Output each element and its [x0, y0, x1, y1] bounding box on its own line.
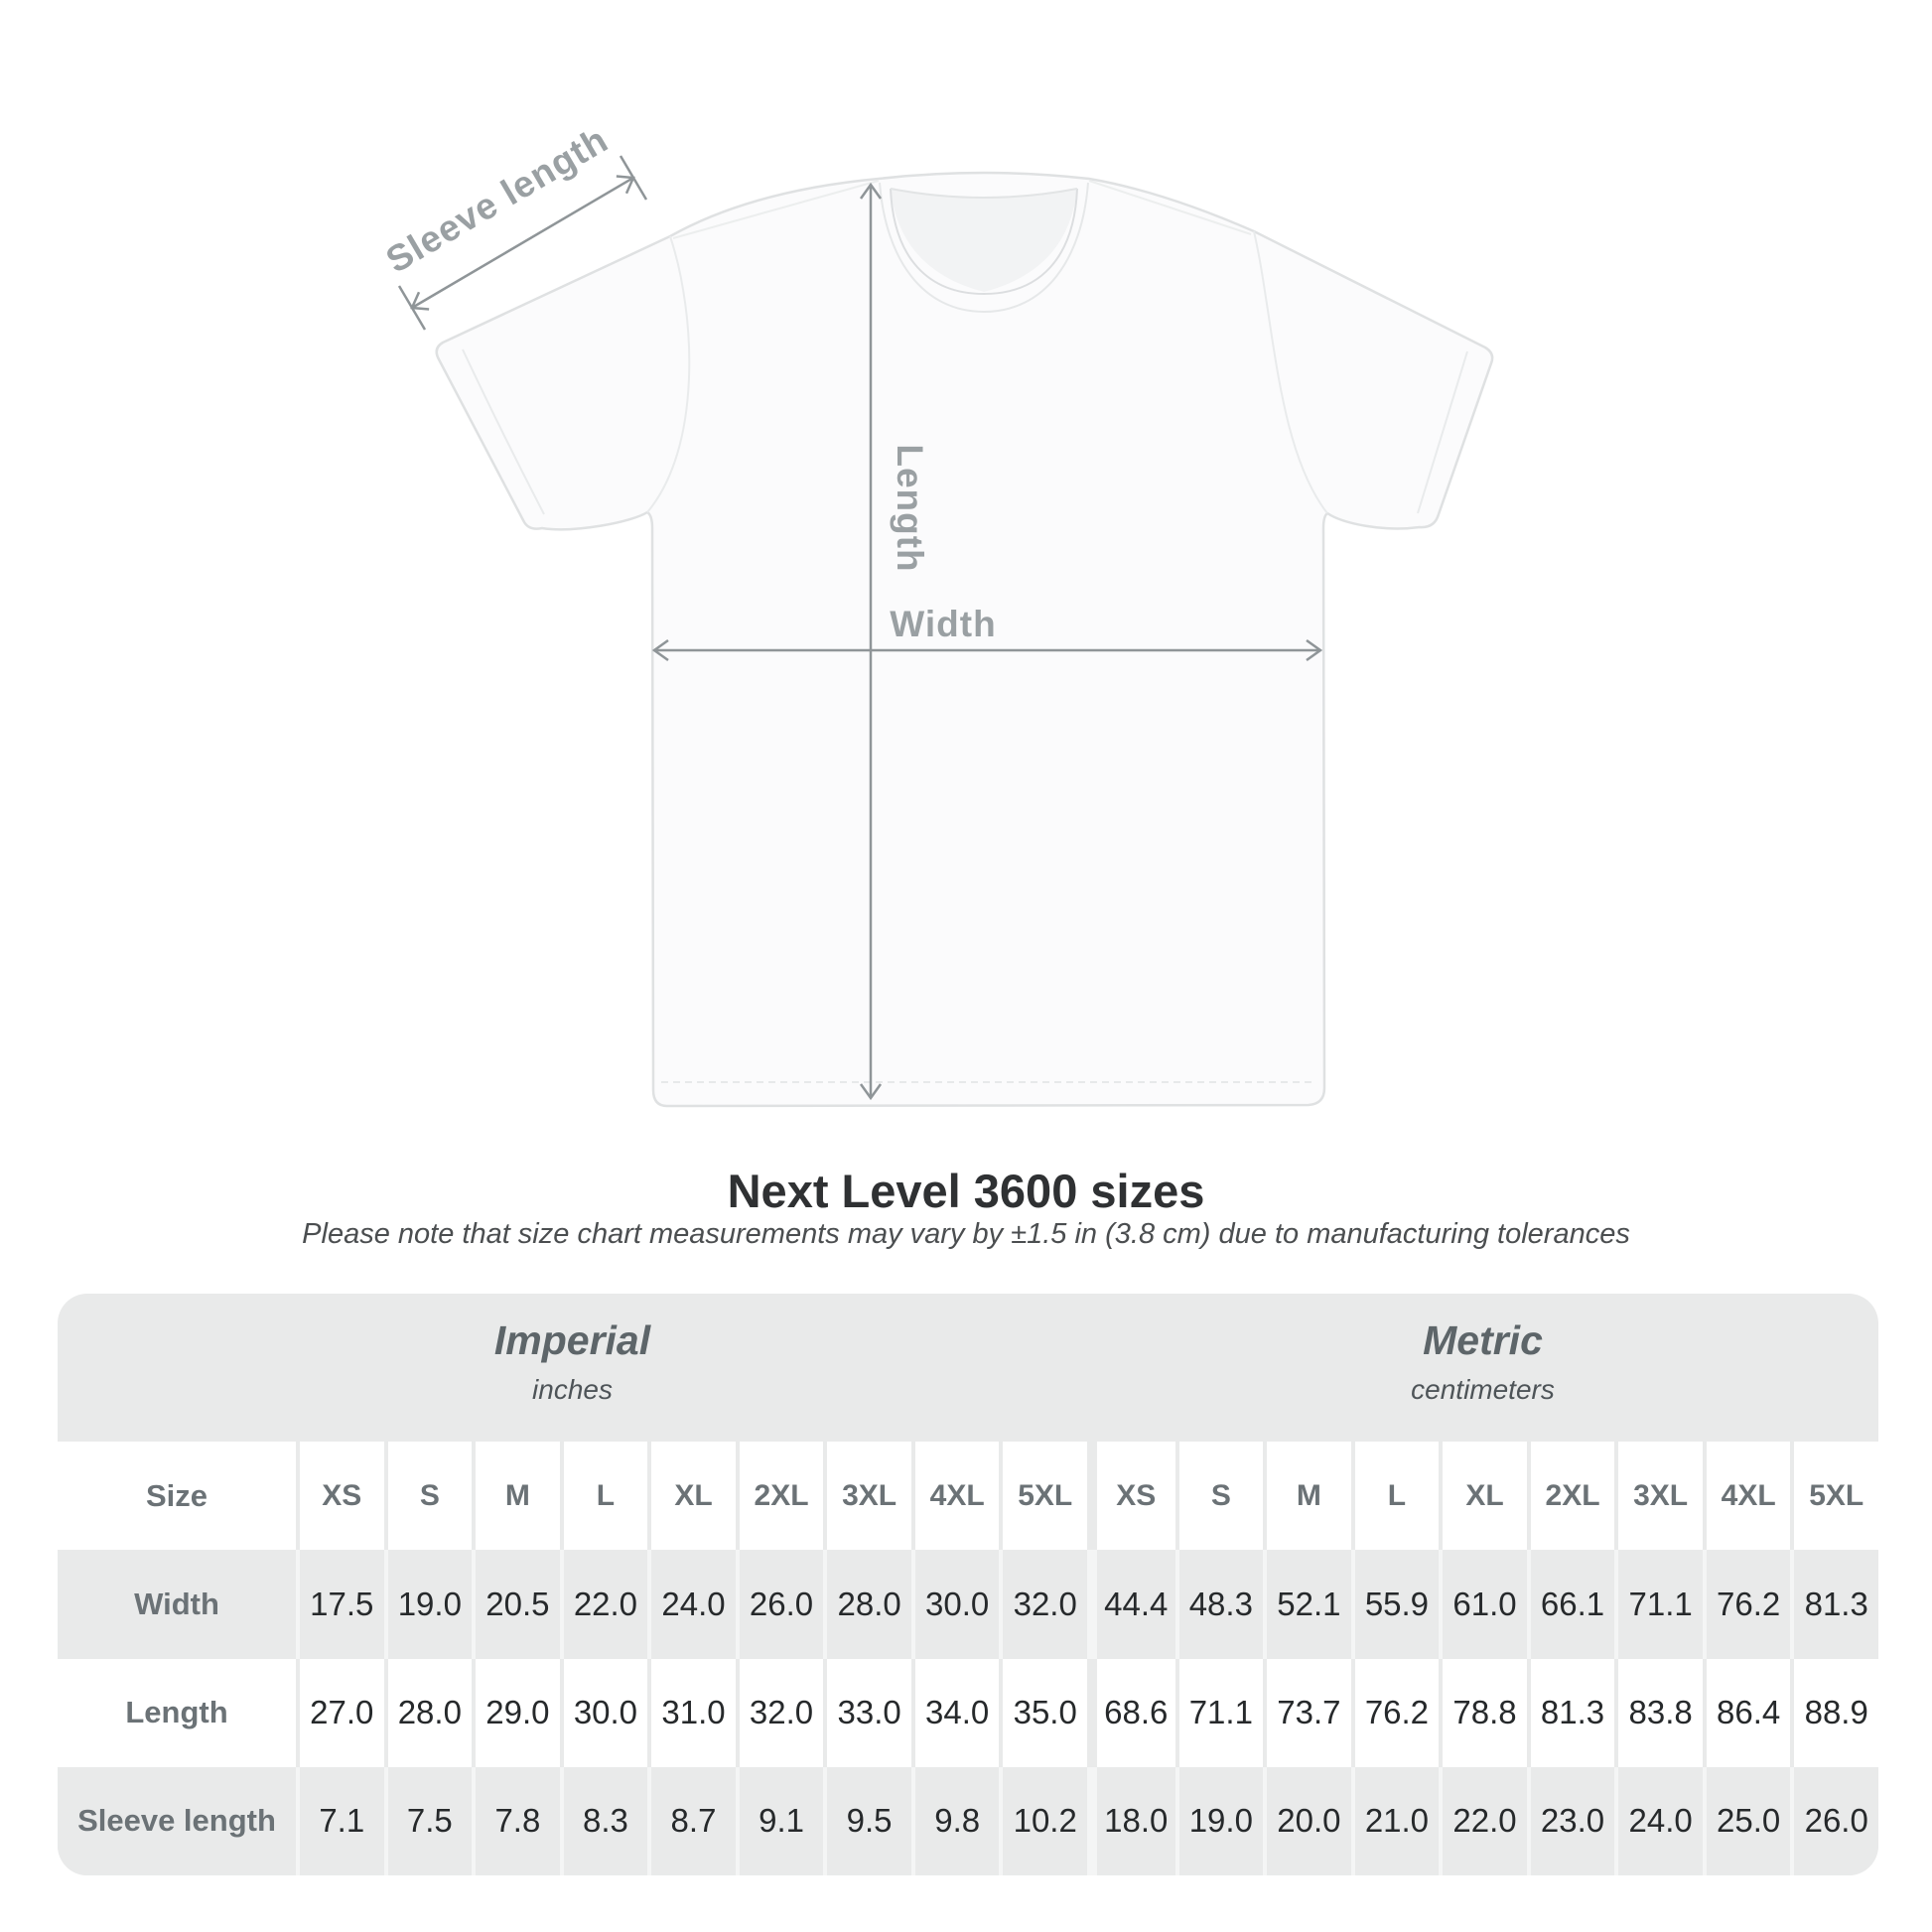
sleeve-tick-start [399, 286, 425, 330]
cell-value: 25.0 [1703, 1767, 1791, 1875]
cell-value: 66.1 [1527, 1550, 1615, 1658]
size-header: M [1263, 1442, 1351, 1550]
cell-value: 52.1 [1263, 1550, 1351, 1658]
cell-value: 55.9 [1351, 1550, 1440, 1658]
cell-value: 19.0 [384, 1550, 473, 1658]
size-header: 4XL [1703, 1442, 1791, 1550]
cell-value: 23.0 [1527, 1767, 1615, 1875]
size-column-header: Size [58, 1442, 296, 1550]
cell-value: 29.0 [472, 1659, 560, 1767]
cell-value: 8.3 [560, 1767, 648, 1875]
row-label: Length [58, 1659, 296, 1767]
unit-headers [58, 1294, 1878, 1442]
cell-value: 19.0 [1175, 1767, 1264, 1875]
cell-value: 26.0 [1790, 1767, 1878, 1875]
page-subtitle: Please note that size chart measurements may vary by ±1.5 in (3.8 cm) due to manufacturing tolerances [302, 1218, 1630, 1250]
cell-value: 68.6 [1087, 1659, 1175, 1767]
size-header: S [1175, 1442, 1264, 1550]
cell-value: 30.0 [911, 1550, 1000, 1658]
cell-value: 76.2 [1703, 1550, 1791, 1658]
size-header: S [384, 1442, 473, 1550]
size-header: XL [647, 1442, 736, 1550]
cell-value: 8.7 [647, 1767, 736, 1875]
cell-value: 9.5 [823, 1767, 911, 1875]
cell-value: 28.0 [384, 1659, 473, 1767]
cell-value: 22.0 [560, 1550, 648, 1658]
cell-value: 18.0 [1087, 1767, 1175, 1875]
cell-value: 32.0 [736, 1659, 824, 1767]
cell-value: 76.2 [1351, 1659, 1440, 1767]
size-table-panel [58, 1294, 1878, 1875]
cell-value: 88.9 [1790, 1659, 1878, 1767]
row-label: Sleeve length [58, 1767, 296, 1875]
cell-value: 33.0 [823, 1659, 911, 1767]
size-header: 2XL [736, 1442, 824, 1550]
cell-value: 81.3 [1527, 1659, 1615, 1767]
cell-value: 10.2 [999, 1767, 1087, 1875]
cell-value: 7.5 [384, 1767, 473, 1875]
metric-label: Metric [1423, 1317, 1543, 1363]
cell-value: 81.3 [1790, 1550, 1878, 1658]
cell-value: 7.8 [472, 1767, 560, 1875]
size-header: 5XL [999, 1442, 1087, 1550]
metric-unit-label: centimeters [1411, 1374, 1555, 1405]
cell-value: 24.0 [1614, 1767, 1703, 1875]
metric-section-header [1087, 1294, 1878, 1442]
length-label: Length [890, 444, 930, 573]
cell-value: 78.8 [1439, 1659, 1527, 1767]
imperial-label: Imperial [493, 1317, 651, 1363]
cell-value: 7.1 [296, 1767, 384, 1875]
size-header: XS [296, 1442, 384, 1550]
width-label: Width [890, 604, 997, 644]
cell-value: 20.5 [472, 1550, 560, 1658]
size-header: 2XL [1527, 1442, 1615, 1550]
cell-value: 27.0 [296, 1659, 384, 1767]
page-title: Next Level 3600 sizes [727, 1165, 1205, 1217]
cell-value: 26.0 [736, 1550, 824, 1658]
size-header: 3XL [823, 1442, 911, 1550]
size-header: XS [1087, 1442, 1175, 1550]
size-header: 4XL [911, 1442, 1000, 1550]
cell-value: 71.1 [1614, 1550, 1703, 1658]
cell-value: 48.3 [1175, 1550, 1264, 1658]
cell-value: 32.0 [999, 1550, 1087, 1658]
imperial-section-header [58, 1294, 1087, 1442]
cell-value: 30.0 [560, 1659, 648, 1767]
imperial-unit-label: inches [532, 1374, 613, 1405]
cell-value: 86.4 [1703, 1659, 1791, 1767]
size-header: 3XL [1614, 1442, 1703, 1550]
size-header: M [472, 1442, 560, 1550]
size-header: L [560, 1442, 648, 1550]
cell-value: 21.0 [1351, 1767, 1440, 1875]
size-header: L [1351, 1442, 1440, 1550]
cell-value: 35.0 [999, 1659, 1087, 1767]
cell-value: 71.1 [1175, 1659, 1264, 1767]
cell-value: 20.0 [1263, 1767, 1351, 1875]
cell-value: 24.0 [647, 1550, 736, 1658]
cell-value: 83.8 [1614, 1659, 1703, 1767]
size-grid [58, 1442, 1878, 1875]
cell-value: 9.1 [736, 1767, 824, 1875]
cell-value: 73.7 [1263, 1659, 1351, 1767]
cell-value: 31.0 [647, 1659, 736, 1767]
cell-value: 9.8 [911, 1767, 1000, 1875]
sleeve-tick-end [621, 156, 646, 200]
row-label: Width [58, 1550, 296, 1658]
size-header: XL [1439, 1442, 1527, 1550]
cell-value: 44.4 [1087, 1550, 1175, 1658]
cell-value: 34.0 [911, 1659, 1000, 1767]
cell-value: 61.0 [1439, 1550, 1527, 1658]
size-header: 5XL [1790, 1442, 1878, 1550]
cell-value: 17.5 [296, 1550, 384, 1658]
cell-value: 28.0 [823, 1550, 911, 1658]
sleeve-length-label: Sleeve length [378, 118, 616, 281]
cell-value: 22.0 [1439, 1767, 1527, 1875]
